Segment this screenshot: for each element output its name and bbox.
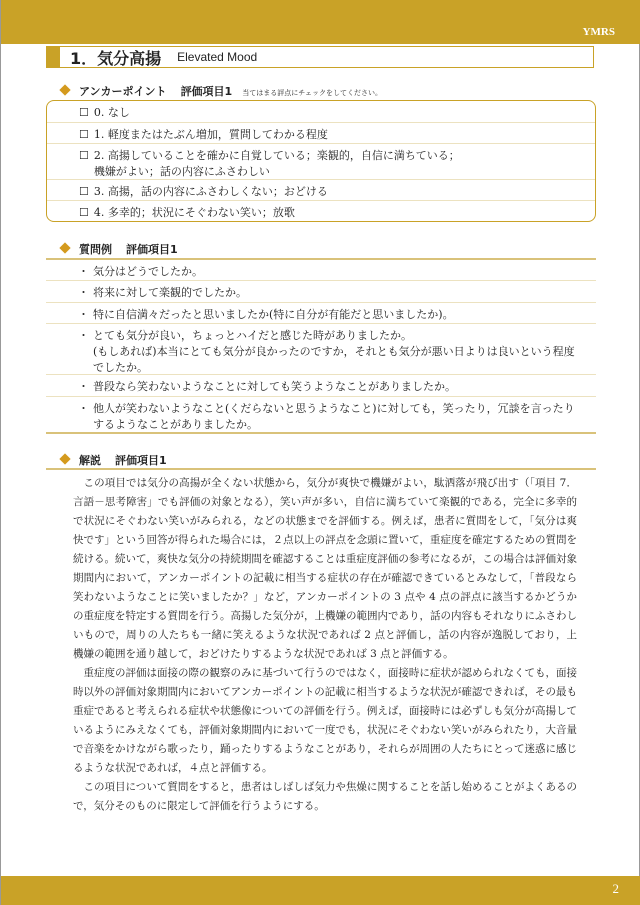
anchor-heading-text: アンカーポイント <box>79 85 167 98</box>
explanation-heading <box>61 452 167 468</box>
question-heading-text: 質問例 <box>79 243 112 256</box>
anchor-label: 3. 高揚，話の内容にふさわしくない；おどける <box>93 185 328 198</box>
anchor-item-2[interactable] <box>47 144 595 180</box>
checkbox-icon[interactable]: ☐ <box>79 185 89 198</box>
question-subheading: 評価項目1 <box>126 243 178 256</box>
question-item: ・ 将来に対して楽観的でしたか。 <box>46 281 596 303</box>
diamond-bullet-icon <box>59 453 70 464</box>
anchor-item-4[interactable] <box>47 201 595 222</box>
explanation-body <box>73 474 577 816</box>
question-item: ・ とても気分が良い，ちょっとハイだと感じた時がありましたか。 (もしあれば)本当にとても気分が良かったのですか，それとも気分が悪い日よりは良いという程度でしたか。 <box>46 324 596 375</box>
anchor-item-0[interactable] <box>47 101 595 123</box>
diamond-bullet-icon <box>59 242 70 253</box>
brand-label: YMRS <box>582 26 615 38</box>
question-text: 特に自信満々だったと思いましたか(特に自分が有能だと思いましたか)。 <box>93 308 454 321</box>
question-heading <box>61 241 178 257</box>
paragraph: 重症度の評価は面接の際の観察のみに基づいて行うのではなく，面接時に症状が認められなくても，面接時以外の評価対象期間内においてアンカーポイントの記載に相当するような状況が確認できれば，その最も重症であると考えられる症状や状態像についての評価を行う。例えば，面接時には必ずしも気分が高揚しているようにみえなくても，評価対象期間内において一度でも，状況にそぐわない笑いがみられたり，大音量で音楽をかけながら歌ったり，踊ったりするようなことがあり，それらが周囲の人たちにとって迷惑に感じるような状況であれば，４点と評価する。 <box>73 667 577 774</box>
question-item: ・ 特に自信満々だったと思いましたか(特に自分が有能だと思いましたか)。 <box>46 303 596 324</box>
title-japanese: 1．気分高揚 <box>70 48 162 68</box>
anchor-label: 2. 高揚していることを確かに自覚している；楽観的，自信に満ちている； 機嫌がよい；話の内容にふさわしい <box>93 149 460 178</box>
title-english: Elevated Mood <box>177 50 258 64</box>
question-item: ・ 気分はどうでしたか。 <box>46 260 596 281</box>
checkbox-icon[interactable]: ☐ <box>79 106 89 119</box>
paragraph: この項目について質問をすると，患者はしばしば気力や焦燥に関することを話し始めることがよくあるので，気分そのものに限定して評価を行うようにする。 <box>73 781 577 812</box>
footer-bar <box>1 876 640 905</box>
diamond-bullet-icon <box>59 84 70 95</box>
anchor-item-3[interactable] <box>47 180 595 201</box>
checkbox-icon[interactable]: ☐ <box>79 128 89 141</box>
divider <box>46 468 596 470</box>
explanation-subheading: 評価項目1 <box>115 454 167 467</box>
question-text: 普段なら笑わないようなことに対しても笑うようなことがありましたか。 <box>93 380 456 393</box>
anchor-item-1[interactable] <box>47 123 595 144</box>
checkbox-icon[interactable]: ☐ <box>79 206 89 219</box>
explanation-heading-text: 解説 <box>79 454 101 467</box>
question-text: 他人が笑わないようなこと(くだらないと思うようなこと)に対しても，笑ったり，冗談を言ったりするようなことがありましたか。 <box>93 402 575 431</box>
anchor-label: 1. 軽度またはたぶん増加，質問してわかる程度 <box>93 128 328 141</box>
section-title <box>46 46 594 68</box>
question-text: 気分はどうでしたか。 <box>93 265 203 278</box>
anchor-note: 当てはまる評点にチェックをしてください。 <box>242 89 383 97</box>
header-bar <box>1 0 640 44</box>
anchor-label: 4. 多幸的；状況にそぐわない笑い；放歌 <box>93 206 295 219</box>
anchor-subheading: 評価項目1 <box>180 85 233 98</box>
anchor-point-list <box>46 100 596 222</box>
paragraph: この項目では気分の高揚が全くない状態から，気分が爽快で機嫌がよい，駄洒落が飛び出す（「項目 7．言語－思考障害」でも評価の対象となる），笑い声が多い，自信に満ちていて楽観的である，完全に多幸的で状況にそぐわない笑いがみられる，などの状態までを評価する。例えば，患者に質問をして，「気分は爽快です」という回答が得られた場合には，２点以上の評点を念頭に置いて，重症度を確定するための質問を続ける。続いて，爽快な気分の持続期間を確認することは重症度評価の参考になるが，この場合は評価対象期間内において，アンカーポイントの記載に相当する症状の存在が確認できているとみなして，「普段なら笑わないようなことに笑いましたか？」など，アンカーポイントの 3 点や 4 点の評点に該当するかどうかの重症度を特定する質問を行う。高揚した気分が，上機嫌の範囲内であり，話の内容もそれなりにふさわしいもので，周りの人たちも一緒に笑えるような状況であれば 2 点と評価し，話の内容が逸脱しており，上機嫌の範囲を通り越して，おどけたりするような状況であれば 3 点と評価する。 <box>73 477 577 660</box>
anchor-label: 0. なし <box>93 106 130 119</box>
page-number: 2 <box>612 881 619 896</box>
question-text: 将来に対して楽観的でしたか。 <box>93 286 247 299</box>
anchor-heading <box>61 83 382 99</box>
question-item: ・ 普段なら笑わないようなことに対しても笑うようなことがありましたか。 <box>46 375 596 397</box>
checkbox-icon[interactable]: ☐ <box>79 149 89 162</box>
question-text: とても気分が良い，ちょっとハイだと感じた時がありましたか。 (もしあれば)本当にとても気分が良かったのですか，それとも気分が悪い日よりは良いという程度でしたか。 <box>93 329 575 374</box>
question-list <box>46 260 596 434</box>
question-item: ・ 他人が笑わないようなこと(くだらないと思うようなこと)に対しても，笑ったり，冗談を言ったりするようなことがありましたか。 <box>46 397 596 434</box>
